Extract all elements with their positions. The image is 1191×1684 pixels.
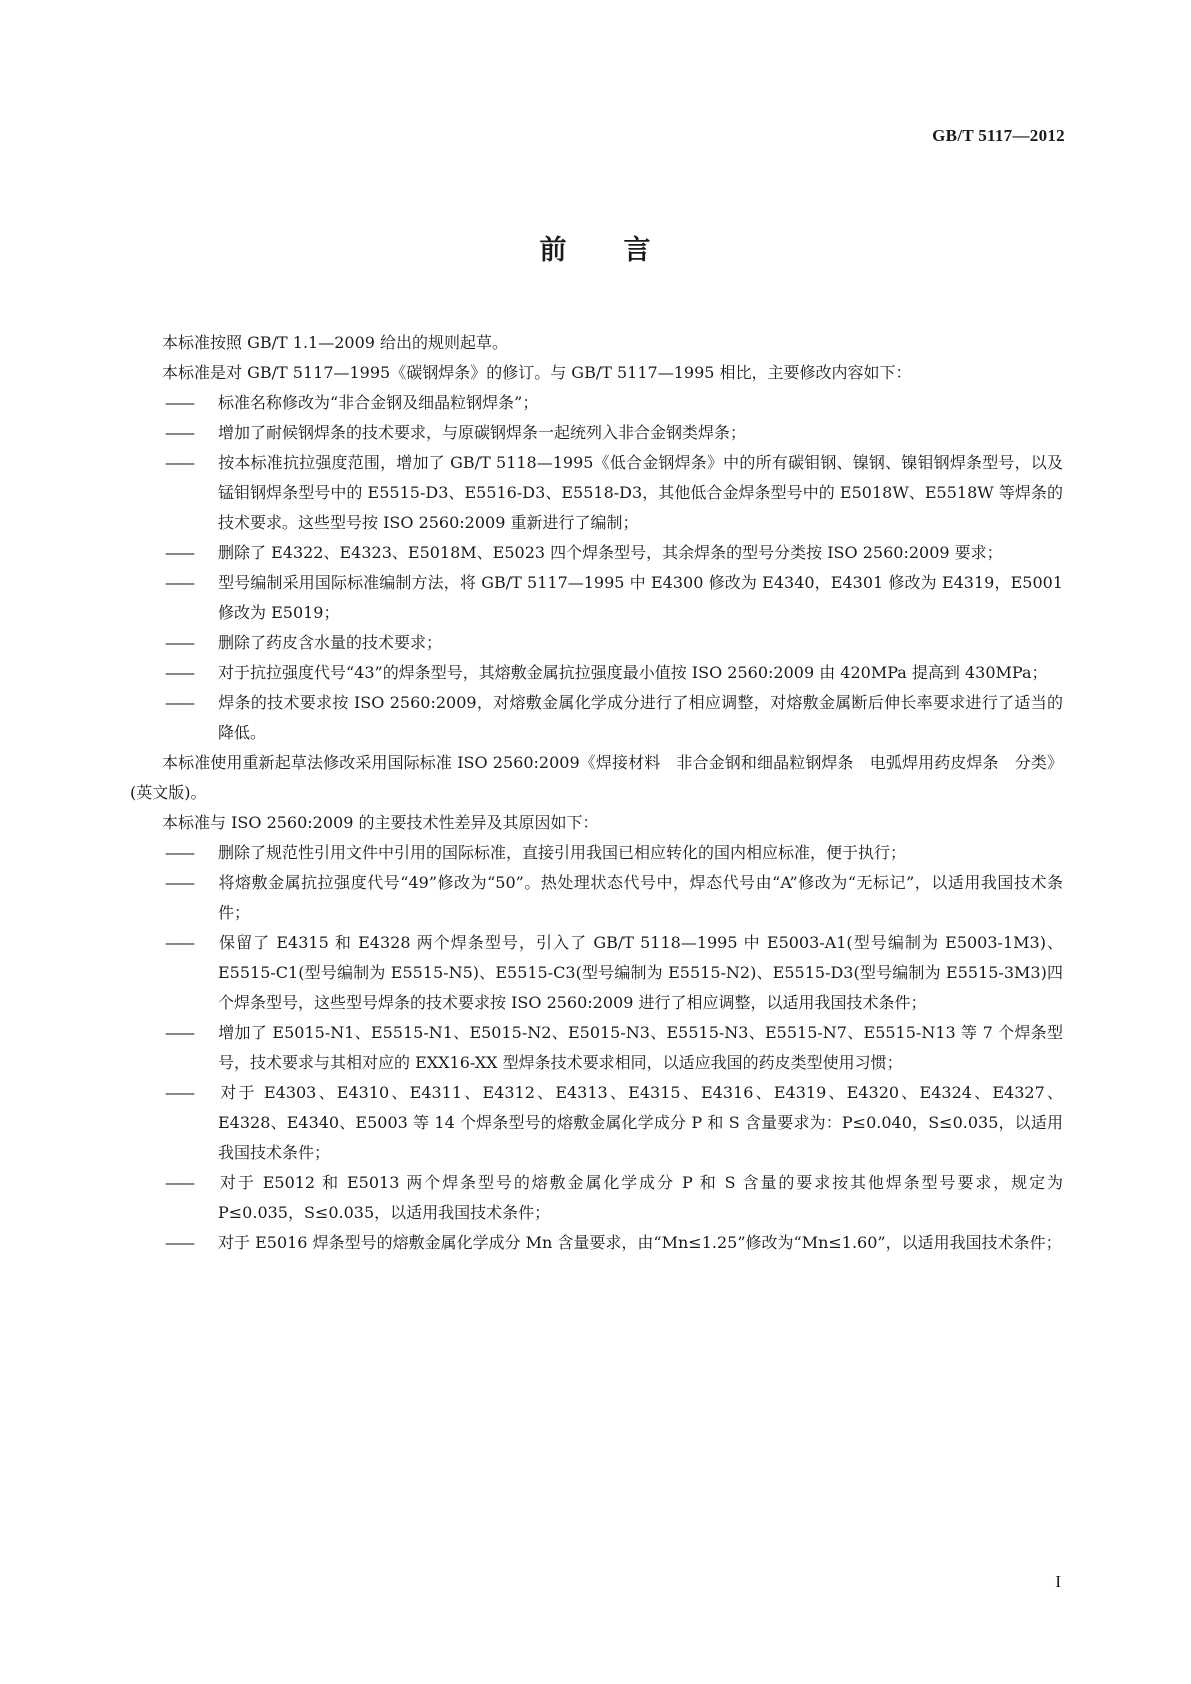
list-item: [130, 838, 1063, 868]
page-title: [0, 228, 1191, 267]
list-item: [130, 1078, 1063, 1168]
list-item: [130, 1168, 1063, 1228]
dash-marker: ——: [165, 693, 193, 712]
dash-marker: ——: [165, 1083, 193, 1102]
list-item: [130, 1018, 1063, 1078]
standard-code: GB/T 5117—2012: [932, 126, 1065, 145]
dash-marker: ——: [165, 423, 193, 442]
dash-marker: ——: [165, 633, 193, 652]
dash-marker: ——: [165, 873, 193, 892]
dash-marker: ——: [165, 573, 193, 592]
list-item-text: 按本标准抗拉强度范围，增加了 GB/T 5118—1995《低合金钢焊条》中的所有碳钼钢、镍钢、镍钼钢焊条型号，以及锰钼钢焊条型号中的 E5515-D3、E5516-D3、E5518-D3，其他低合金焊条型号中的 E5018W、E5518W 等焊条的技术要求。这些型号按 ISO 2560:2009 重新进行了编制；: [218, 453, 1063, 532]
dash-marker: ——: [165, 843, 193, 862]
dash-marker: ——: [165, 543, 193, 562]
list-item-text: 增加了 E5015-N1、E5515-N1、E5015-N2、E5015-N3、E5515-N3、E5515-N7、E5515-N13 等 7 个焊条型号，技术要求与其相对应的 EXX16-XX 型焊条技术要求相同，以适应我国的药皮类型使用习惯；: [218, 1023, 1063, 1072]
list-item-text: 增加了耐候钢焊条的技术要求，与原碳钢焊条一起统列入非合金钢类焊条；: [218, 423, 747, 442]
paragraph-differences-intro: 本标准与 ISO 2560:2009 的主要技术性差异及其原因如下：: [162, 813, 599, 832]
list-item-text: 对于 E4303、E4310、E4311、E4312、E4313、E4315、E4316、E4319、E4320、E4324、E4327、E4328、E4340、E5003 等 14 个焊条型号的熔敷金属化学成分 P 和 S 含量要求为：P≤0.040，S≤0.035，以适用我国技术条件；: [218, 1083, 1063, 1162]
list-item-text: 标准名称修改为“非合金钢及细晶粒钢焊条”；: [218, 393, 539, 412]
list-item-text: 对于 E5016 焊条型号的熔敷金属化学成分 Mn 含量要求，由“Mn≤1.25”修改为“Mn≤1.60”，以适用我国技术条件；: [218, 1233, 1062, 1252]
list-item-text: 将熔敷金属抗拉强度代号“49”修改为“50”。热处理状态代号中，焊态代号由“A”修改为“无标记”，以适用我国技术条件；: [218, 873, 1063, 922]
dash-marker: ——: [165, 453, 193, 472]
list-item: [130, 658, 1063, 688]
list-item-text: 删除了规范性引用文件中引用的国际标准，直接引用我国已相应转化的国内相应标准，便于执行；: [218, 843, 907, 862]
dash-marker: ——: [165, 1233, 193, 1252]
list-item: [130, 1228, 1063, 1258]
list-item-text: 删除了药皮含水量的技术要求；: [218, 633, 443, 652]
list-item: [130, 388, 1063, 418]
list-item-text: 焊条的技术要求按 ISO 2560:2009，对熔敷金属化学成分进行了相应调整，对熔敷金属断后伸长率要求进行了适当的降低。: [218, 693, 1063, 742]
list-item: [130, 928, 1063, 1018]
list-item: [130, 628, 1063, 658]
list-item-text: 型号编制采用国际标准编制方法，将 GB/T 5117—1995 中 E4300 修改为 E4340，E4301 修改为 E4319，E5001 修改为 E5019；: [218, 573, 1063, 622]
list-item: [130, 418, 1063, 448]
page-title-char-2: 言: [623, 235, 652, 266]
list-item-text: 对于 E5012 和 E5013 两个焊条型号的熔敷金属化学成分 P 和 S 含量的要求按其他焊条型号要求，规定为 P≤0.035，S≤0.035，以适用我国技术条件；: [218, 1173, 1063, 1222]
list-item: [130, 868, 1063, 928]
dash-marker: ——: [165, 393, 193, 412]
list-item: [130, 448, 1063, 538]
differences-list: [130, 838, 1063, 1258]
list-item-text: 保留了 E4315 和 E4328 两个焊条型号，引入了 GB/T 5118—1995 中 E5003-A1(型号编制为 E5003-1M3)、E5515-C1(型号编制为 E5515-N5)、E5515-C3(型号编制为 E5515-N2)、E5515-D3(型号编制为 E5515-3M3)四个焊条型号，这些型号焊条的技术要求按 ISO 2560:2009 进行了相应调整，以适用我国技术条件；: [218, 933, 1063, 1012]
paragraph-revision-intro: 本标准是对 GB/T 5117—1995《碳钢焊条》的修订。与 GB/T 5117—1995 相比，主要修改内容如下：: [162, 363, 912, 382]
changes-list: [130, 388, 1063, 748]
page-title-char-1: 前: [539, 235, 568, 266]
list-item-text: 对于抗拉强度代号“43”的焊条型号，其熔敷金属抗拉强度最小值按 ISO 2560:2009 由 420MPa 提高到 430MPa；: [218, 663, 1048, 682]
list-item: [130, 538, 1063, 568]
list-item-text: 删除了 E4322、E4323、E5018M、E5023 四个焊条型号，其余焊条的型号分类按 ISO 2560:2009 要求；: [218, 543, 1003, 562]
dash-marker: ——: [165, 1023, 193, 1042]
paragraph-drafting-rules: 本标准按照 GB/T 1.1—2009 给出的规则起草。: [162, 333, 509, 352]
document-body: [130, 328, 1063, 1258]
dash-marker: ——: [165, 1173, 193, 1192]
paragraph-adoption: 本标准使用重新起草法修改采用国际标准 ISO 2560:2009《焊接材料 非合金钢和细晶粒钢焊条 电弧焊用药皮焊条 分类》(英文版)。: [130, 753, 1063, 802]
list-item: [130, 568, 1063, 628]
list-item: [130, 688, 1063, 748]
page-number: I: [1055, 1572, 1061, 1591]
dash-marker: ——: [165, 663, 193, 682]
dash-marker: ——: [165, 933, 193, 952]
